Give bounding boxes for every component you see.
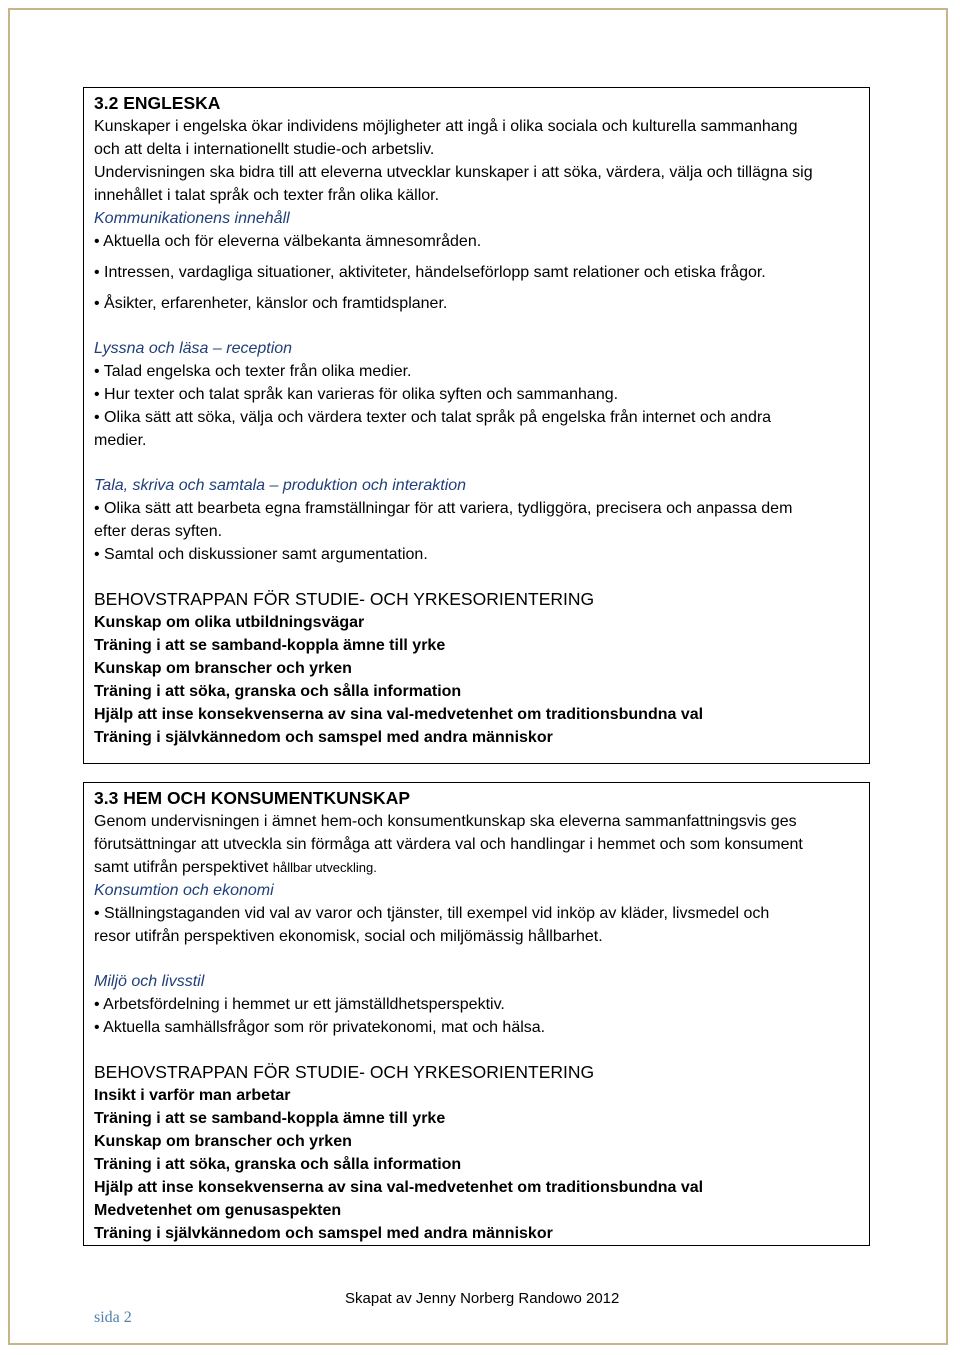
paragraph-line: och att delta i internationellt studie-och arbetsliv. (94, 141, 435, 158)
ladder-item: Kunskap om branscher och yrken (94, 660, 352, 677)
section-heading: 3.3 HEM OCH KONSUMENTKUNSKAP (94, 788, 410, 808)
bullet-item-continuation: medier. (94, 432, 147, 449)
section-english (83, 87, 870, 764)
ladder-item: Medvetenhet om genusaspekten (94, 1202, 342, 1219)
page-number: sida 2 (94, 1309, 132, 1326)
bullet-item: • Olika sätt att bearbeta egna framställningar för att variera, tydliggöra, precisera och anpassa dem (94, 500, 793, 517)
ladder-title: BEHOVSTRAPPAN FÖR STUDIE- OCH YRKESORIENTERING (94, 1062, 595, 1082)
ladder-item: Träning i att söka, granska och sålla information (94, 683, 462, 700)
paragraph-line: innehållet i talat språk och texter från olika källor. (94, 187, 440, 204)
subheading: Kommunikationens innehåll (94, 210, 290, 227)
paragraph-line: Undervisningen ska bidra till att eleverna utvecklar kunskaper i att söka, värdera, välja och tillägna sig (94, 164, 813, 181)
subheading: Tala, skriva och samtala – produktion och interaktion (94, 477, 467, 494)
section-heading: 3.2 ENGLESKA (94, 93, 221, 113)
ladder-title: BEHOVSTRAPPAN FÖR STUDIE- OCH YRKESORIENTERING (94, 589, 595, 609)
paragraph-line (94, 856, 859, 879)
bullet-item: • Aktuella och för eleverna välbekanta ämnesområden. (94, 233, 482, 250)
paragraph-line: förutsättningar att utveckla sin förmåga att värdera val och handlingar i hemmet och som konsument (94, 836, 803, 853)
ladder-item: Träning i att se samband-koppla ämne till yrke (94, 1110, 446, 1127)
bullet-item: • Intressen, vardagliga situationer, aktiviteter, händelseförlopp samt relationer och etiska frågor. (94, 264, 766, 281)
paragraph-line: Genom undervisningen i ämnet hem-och konsumentkunskap ska eleverna sammanfattningsvis ges (94, 813, 797, 830)
subheading: Miljö och livsstil (94, 973, 205, 990)
bullet-item: • Aktuella samhällsfrågor som rör privatekonomi, mat och hälsa. (94, 1019, 546, 1036)
ladder-item: Hjälp att inse konsekvenserna av sina val-medvetenhet om traditionsbundna val (94, 706, 704, 723)
footer-credit: Skapat av Jenny Norberg Randowo 2012 (345, 1290, 620, 1307)
ladder-item: Träning i självkännedom och samspel med andra människor (94, 729, 553, 746)
bullet-item: • Åsikter, erfarenheter, känslor och framtidsplaner. (94, 295, 448, 312)
paragraph-line: Kunskaper i engelska ökar individens möjligheter att ingå i olika sociala och kulturella sammanhang (94, 118, 798, 135)
bullet-item: • Talad engelska och texter från olika medier. (94, 363, 412, 380)
ladder-item: Hjälp att inse konsekvenserna av sina val-medvetenhet om traditionsbundna val (94, 1179, 704, 1196)
ladder-item: Träning i att söka, granska och sålla information (94, 1156, 462, 1173)
subheading: Lyssna och läsa – reception (94, 340, 293, 357)
bullet-item: • Olika sätt att söka, välja och värdera texter och talat språk på engelska från internet och andra (94, 409, 772, 426)
bullet-item: • Samtal och diskussioner samt argumentation. (94, 546, 428, 563)
paragraph-line-small: hållbar utveckling. (272, 860, 377, 875)
section-home-economics (83, 782, 870, 1246)
bullet-item: • Ställningstaganden vid val av varor och tjänster, till exempel vid inköp av kläder, livsmedel och (94, 905, 770, 922)
paragraph-line-main: samt utifrån perspektivet (94, 859, 273, 876)
bullet-item: • Hur texter och talat språk kan varieras för olika syften och sammanhang. (94, 386, 619, 403)
subheading: Konsumtion och ekonomi (94, 882, 274, 899)
bullet-item-continuation: resor utifrån perspektiven ekonomisk, social och miljömässig hållbarhet. (94, 928, 603, 945)
ladder-item: Kunskap om olika utbildningsvägar (94, 614, 365, 631)
bullet-item: • Arbetsfördelning i hemmet ur ett jämställdhetsperspektiv. (94, 996, 505, 1013)
ladder-item: Träning i självkännedom och samspel med andra människor (94, 1225, 553, 1242)
bullet-item-continuation: efter deras syften. (94, 523, 223, 540)
ladder-item: Träning i att se samband-koppla ämne till yrke (94, 637, 446, 654)
ladder-item: Kunskap om branscher och yrken (94, 1133, 352, 1150)
ladder-item: Insikt i varför man arbetar (94, 1087, 291, 1104)
